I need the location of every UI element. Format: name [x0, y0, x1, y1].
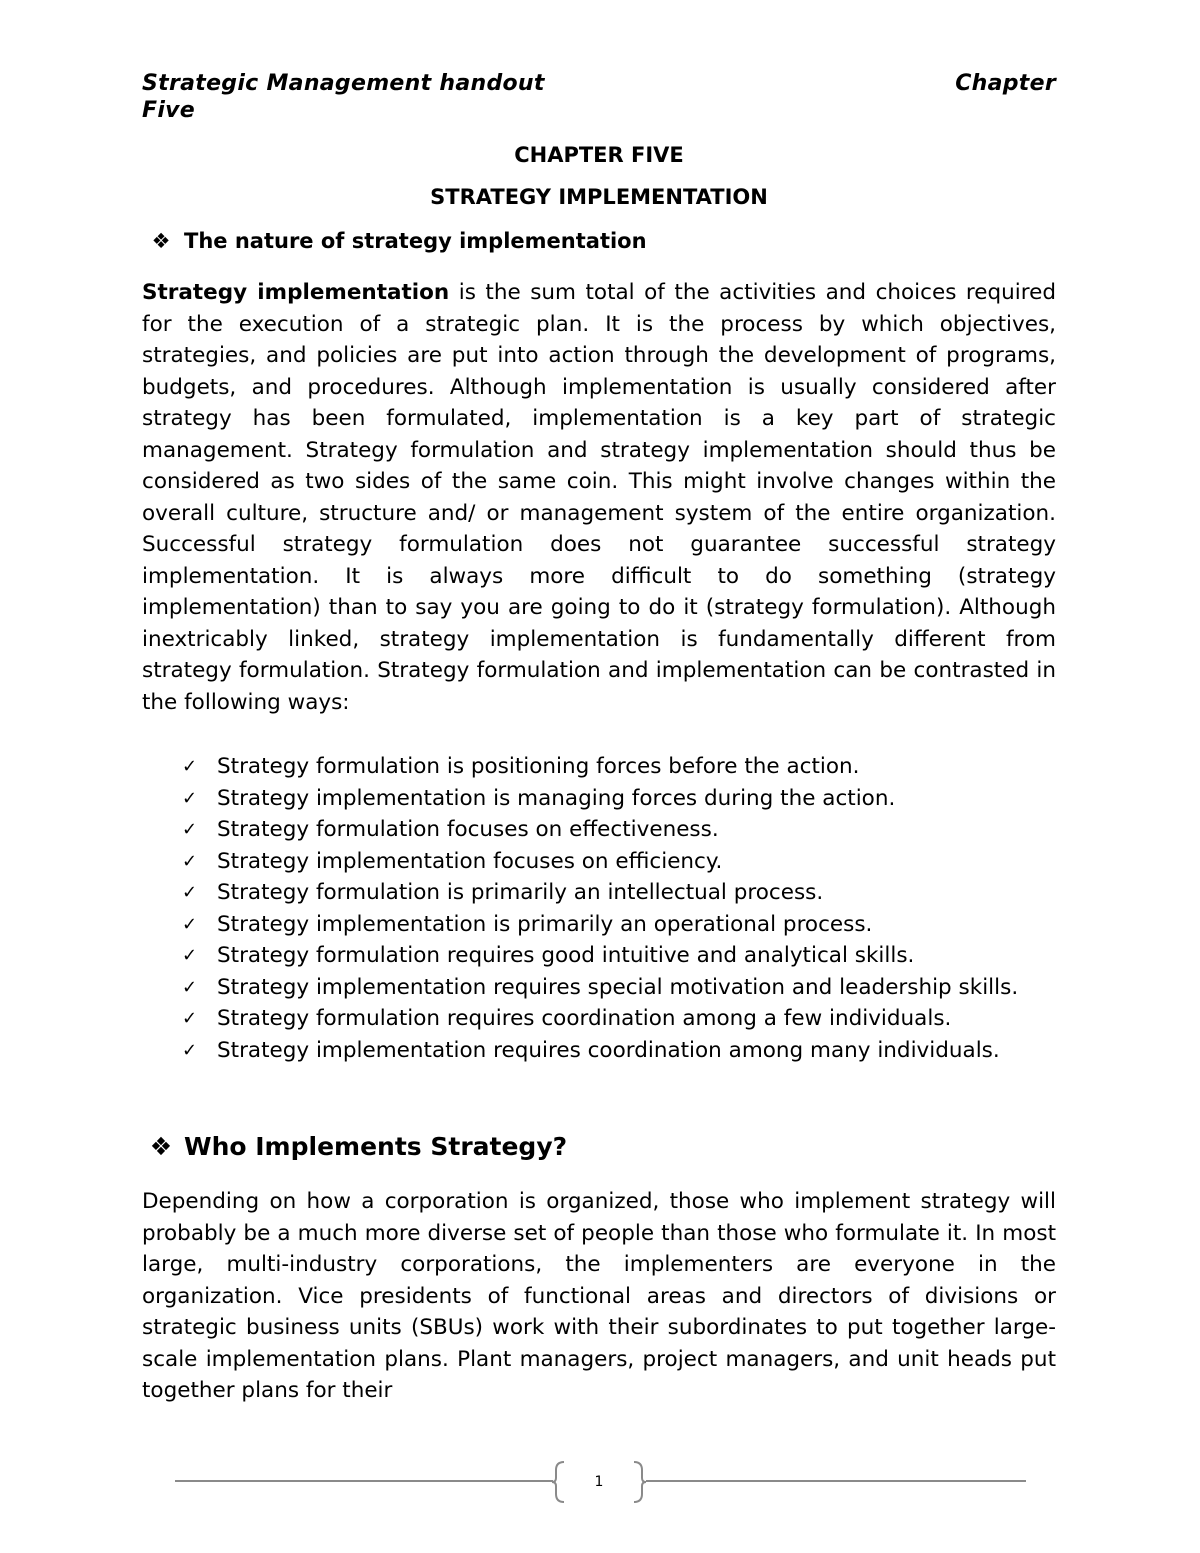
- checkmark-icon: ✓: [182, 756, 198, 777]
- list-item-text: Strategy implementation requires special motivation and leadership skills.: [217, 974, 1019, 1000]
- list-item-text: Strategy implementation focuses on efficiency.: [217, 848, 723, 874]
- list-item-text: Strategy formulation requires good intuitive and analytical skills.: [217, 943, 915, 968]
- footer-divider-right: [646, 1480, 1026, 1482]
- list-item-text: Strategy formulation is positioning forces before the action.: [217, 754, 860, 779]
- lead-term: Strategy implementation: [142, 280, 450, 305]
- list-item-text: Strategy formulation is primarily an intellectual process.: [217, 880, 824, 905]
- checkmark-icon: ✓: [182, 1008, 198, 1029]
- diamond-bullet-icon: ❖: [149, 1132, 173, 1161]
- list-item: [142, 877, 1056, 909]
- footer-divider-left: [175, 1480, 553, 1482]
- contrast-checklist: [142, 751, 1056, 1066]
- running-header: [142, 70, 1056, 124]
- header-chapter: Chapter: [955, 71, 1056, 96]
- who-implements-paragraph: Depending on how a corporation is organized, those who implement strategy will probably be a much more diverse set of people than those who formulate it. In most large, multi-industry corporations, the implementers are everyone in the organization. Vice presidents of functional areas and directors of divisions or strategic business units (SBUs) work with their subordinates to put together large-scale implementation plans. Plant managers, project managers, and unit heads put together plans for their: [142, 1189, 1056, 1403]
- section-heading-who-implements: [148, 1130, 1048, 1164]
- checkmark-icon: ✓: [182, 819, 198, 840]
- list-item-text: Strategy implementation is primarily an operational process.: [217, 911, 873, 937]
- intro-paragraph-body: is the sum total of the activities and choices required for the execution of a strategic plan. It is the process by which objectives, strategies, and policies are put into action through the development of programs, budgets, and procedures. Although implementation is usually considered after strategy has been formulated, implementation is a key part of strategic management. Strategy formulation and strategy implementation should thus be considered as two sides of the same coin. This might involve changes within the overall culture, structure and/ or management system of the entire organization. Successful strategy formulation does not guarantee successful strategy implementation. It is always more difficult to do something (strategy implementation) than to say you are going to do it (strategy formulation). Although inextricably linked, strategy implementation is fundamentally different from strategy formulation. Strategy formulation and implementation can be contrasted in the following ways:: [142, 280, 1056, 715]
- section-heading-text: The nature of strategy implementation: [184, 229, 647, 253]
- checkmark-icon: ✓: [182, 976, 198, 998]
- checkmark-icon: ✓: [182, 882, 198, 903]
- list-item-text: Strategy formulation focuses on effectiveness.: [217, 817, 719, 842]
- chapter-title: CHAPTER FIVE: [514, 143, 684, 167]
- list-item: [142, 783, 1056, 815]
- header-chapter-continuation: Five: [142, 98, 196, 123]
- page-number-box: [552, 1460, 646, 1504]
- list-item-text: Strategy implementation is managing forces during the action.: [217, 785, 896, 811]
- list-item: [142, 846, 1056, 878]
- checkmark-icon: ✓: [182, 945, 198, 966]
- checkmark-icon: ✓: [182, 913, 198, 935]
- header-title: Strategic Management handout: [142, 71, 545, 96]
- list-item: [142, 751, 1056, 783]
- list-item-text: Strategy formulation requires coordination among a few individuals.: [217, 1006, 952, 1031]
- list-item: [142, 909, 1056, 941]
- list-item-text: Strategy implementation requires coordination among many individuals.: [217, 1037, 1000, 1063]
- section-heading-text: Who Implements Strategy?: [184, 1132, 568, 1161]
- section-heading-nature: [148, 226, 1048, 256]
- list-item: [142, 814, 1056, 846]
- page-number: 1: [594, 1474, 604, 1490]
- checkmark-icon: ✓: [182, 1039, 198, 1061]
- list-item: [142, 972, 1056, 1004]
- checkmark-icon: ✓: [182, 787, 198, 809]
- checkmark-icon: ✓: [182, 850, 198, 872]
- list-item: [142, 1003, 1056, 1035]
- intro-paragraph: [142, 277, 1056, 718]
- diamond-bullet-icon: ❖: [151, 229, 171, 253]
- chapter-subtitle: STRATEGY IMPLEMENTATION: [430, 185, 768, 209]
- list-item: [142, 1035, 1056, 1067]
- list-item: [142, 940, 1056, 972]
